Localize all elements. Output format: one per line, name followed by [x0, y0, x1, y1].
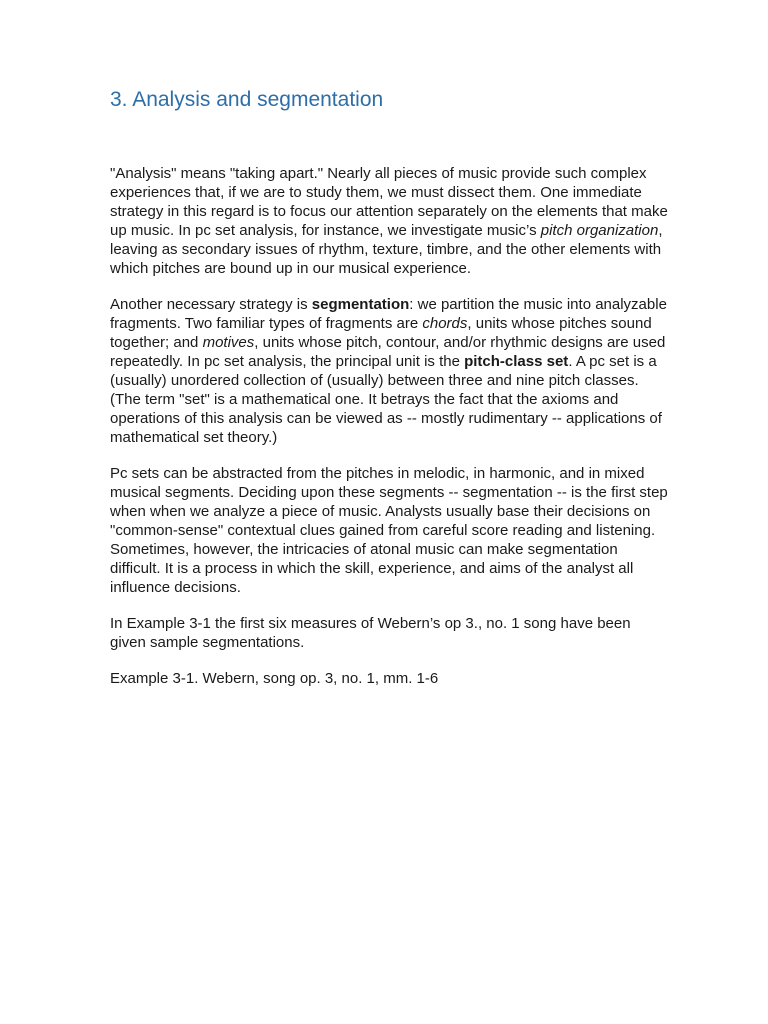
p2-bold-segmentation: segmentation	[311, 296, 410, 313]
paragraph-segmentation	[110, 295, 670, 447]
paragraph-analysis	[110, 164, 670, 278]
p1-italic-pitch-organization: pitch organization	[540, 222, 659, 239]
body-text	[110, 164, 670, 688]
p2-text-1: Another necessary strategy is	[110, 296, 312, 313]
example-caption: Example 3-1. Webern, song op. 3, no. 1, mm. 1-6	[110, 670, 439, 687]
paragraph-example-intro: In Example 3-1 the first six measures of Webern’s op 3., no. 1 song have been given sample segmentations.	[110, 615, 631, 651]
p2-italic-motives: motives	[202, 334, 255, 351]
p1-text-1: "Analysis" means "taking apart." Nearly all pieces of music provide such complex experiences that, if we are to study them, we must dissect them. One immediate strategy in this regard is to focus our attention separately on the elements that make up music. In pc set analysis, for instance, we investigate music’s	[110, 165, 668, 239]
p2-text-5: . A pc set is a (usually) unordered collection of (usually) between three and nine pitch classes. (The term "set" is a mathematical one. It betrays the fact that the axioms and operations of this analysis can be viewed as -- mostly rudimentary -- applications of mathematical set theory.)	[110, 353, 662, 446]
p2-text-2: : we partition the music into analyzable fragments. Two familiar types of fragments are	[110, 296, 667, 332]
p2-text-3: , units whose pitches sound together; and	[110, 315, 652, 351]
paragraph-pc-sets: Pc sets can be abstracted from the pitches in melodic, in harmonic, and in mixed musical segments. Deciding upon these segments -- segmentation -- is the first step when when we analyze a piece of music. Analysts usually base their decisions on "common-sense" contextual clues gained from careful score reading and listening. Sometimes, however, the intricacies of atonal music can make segmentation difficult. It is a process in which the skill, experience, and aims of the analyst all influence decisions.	[110, 465, 668, 596]
p2-italic-chords: chords	[422, 315, 468, 332]
p1-text-2: , leaving as secondary issues of rhythm, texture, timbre, and the other elements with which pitches are bound up in our musical experience.	[110, 222, 663, 277]
p2-text-4: , units whose pitch, contour, and/or rhythmic designs are used repeatedly. In pc set analysis, the principal unit is the	[110, 334, 666, 370]
section-heading: 3. Analysis and segmentation	[110, 88, 384, 111]
document-page	[110, 86, 670, 705]
p2-bold-pitch-class-set: pitch-class set	[464, 353, 569, 370]
